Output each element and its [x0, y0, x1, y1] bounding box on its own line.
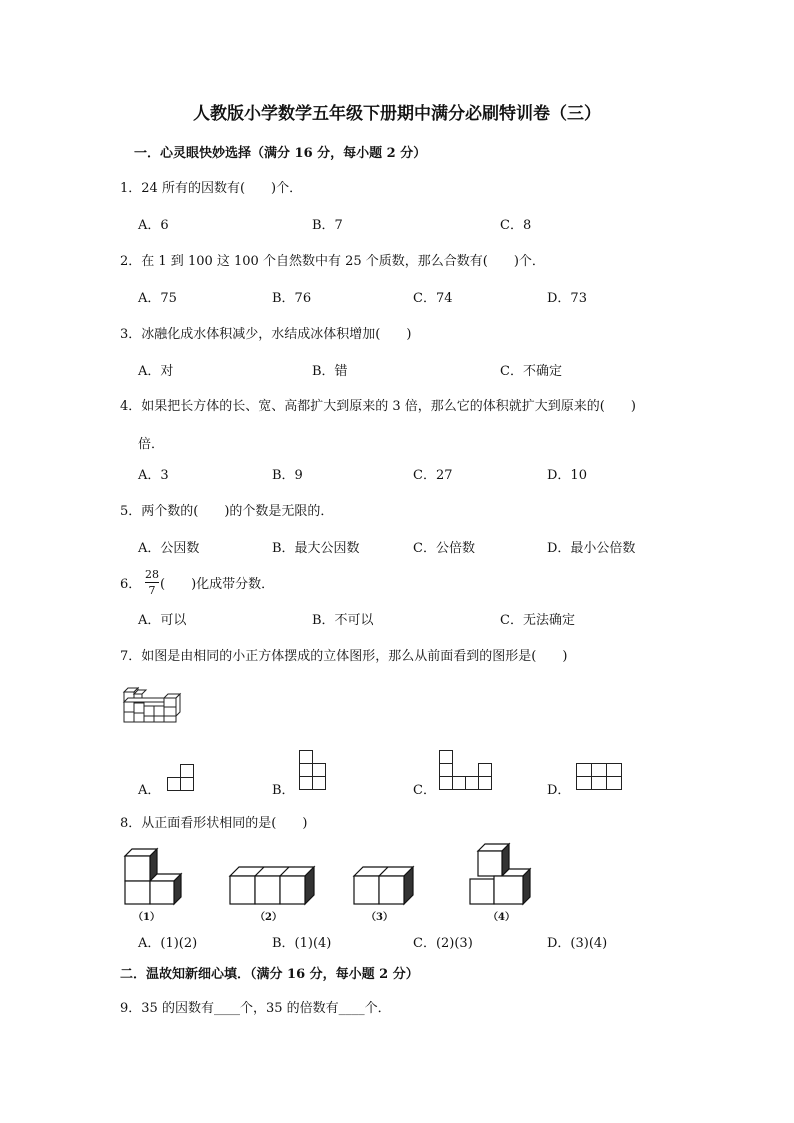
- q7-option-b: B．: [272, 783, 295, 798]
- page-title: 人教版小学数学五年级下册期中满分必刷特训卷（三）: [193, 104, 601, 124]
- q8-option-a: A．(1)(2): [138, 936, 198, 951]
- question-6-stem: ( )化成带分数．: [160, 577, 275, 592]
- q7-option-d-figure: [575, 762, 625, 792]
- q7-option-c: C．: [413, 783, 436, 798]
- q5-option-b: B．最大公因数: [272, 541, 360, 556]
- q8-figure-3-label: （3）: [366, 912, 393, 923]
- q8-figure-3: [352, 866, 416, 906]
- q8-figure-1: [123, 848, 187, 906]
- q3-option-b: B．错: [312, 364, 348, 379]
- question-6-number: 6．: [120, 577, 142, 592]
- fraction-numerator: 28: [145, 568, 159, 581]
- q8-option-c: C．(2)(3): [413, 936, 473, 951]
- q6-option-c: C．无法确定: [500, 613, 575, 628]
- question-9-stem: 9．35 的因数有____个，35 的倍数有____个．: [120, 1001, 391, 1016]
- question-4-stem-continued: 倍．: [138, 437, 165, 452]
- q2-option-c: C．74: [413, 291, 453, 306]
- q8-figure-2-label: （2）: [255, 912, 282, 923]
- q5-option-c: C．公倍数: [413, 541, 475, 556]
- q7-option-b-figure: [298, 750, 328, 792]
- section-2-heading: 二．温故知新细心填．（满分 16 分，每小题 2 分）: [120, 967, 419, 982]
- q4-option-d: D．10: [547, 468, 587, 483]
- q7-option-a: A．: [138, 783, 161, 798]
- q7-option-d: D．: [547, 783, 571, 798]
- q5-option-d: D．最小公倍数: [547, 541, 636, 556]
- q8-figure-1-label: （1）: [133, 912, 160, 923]
- q5-option-a: A．公因数: [138, 541, 200, 556]
- question-7-stem: 7．如图是由相同的小正方体摆成的立体图形，那么从前面看到的图形是( ): [120, 649, 568, 664]
- q2-option-a: A．75: [138, 291, 177, 306]
- q8-option-d: D．(3)(4): [547, 936, 608, 951]
- q2-option-d: D．73: [547, 291, 587, 306]
- fraction-denominator: 7: [148, 584, 156, 597]
- q8-figure-4-label: （4）: [488, 912, 515, 923]
- q8-figure-4: [468, 843, 534, 906]
- q7-option-a-figure: [166, 764, 196, 792]
- fraction-bar: [145, 582, 159, 583]
- question-1-stem: 1．24 所有的因数有( )个．: [120, 181, 303, 196]
- q4-option-c: C．27: [413, 468, 453, 483]
- q4-option-a: A．3: [138, 468, 169, 483]
- q3-option-a: A．对: [138, 364, 174, 379]
- q1-option-c: C．8: [500, 218, 532, 233]
- section-1-heading: 一．心灵眼快妙选择（满分 16 分，每小题 2 分）: [134, 146, 427, 161]
- q3-option-c: C．不确定: [500, 364, 562, 379]
- q4-option-b: B．9: [272, 468, 303, 483]
- question-3-stem: 3．冰融化成水体积减少，水结成冰体积增加( ): [120, 327, 412, 342]
- question-2-stem: 2．在 1 到 100 这 100 个自然数中有 25 个质数，那么合数有( )个．: [120, 254, 545, 269]
- q6-option-b: B．不可以: [312, 613, 374, 628]
- q8-figure-2: [228, 866, 316, 906]
- question-5-stem: 5．两个数的( )的个数是无限的．: [120, 504, 334, 519]
- q7-solid-figure: [120, 686, 190, 734]
- q6-option-a: A．可以: [138, 613, 187, 628]
- q1-option-b: B．7: [312, 218, 343, 233]
- question-8-stem: 8．从正面看形状相同的是( ): [120, 816, 308, 831]
- q8-option-b: B．(1)(4): [272, 936, 332, 951]
- q2-option-b: B．76: [272, 291, 312, 306]
- q1-option-a: A．6: [138, 218, 169, 233]
- q7-option-c-figure: [438, 750, 498, 792]
- question-4-stem: 4．如果把长方体的长、宽、高都扩大到原来的 3 倍，那么它的体积就扩大到原来的( ): [120, 399, 636, 414]
